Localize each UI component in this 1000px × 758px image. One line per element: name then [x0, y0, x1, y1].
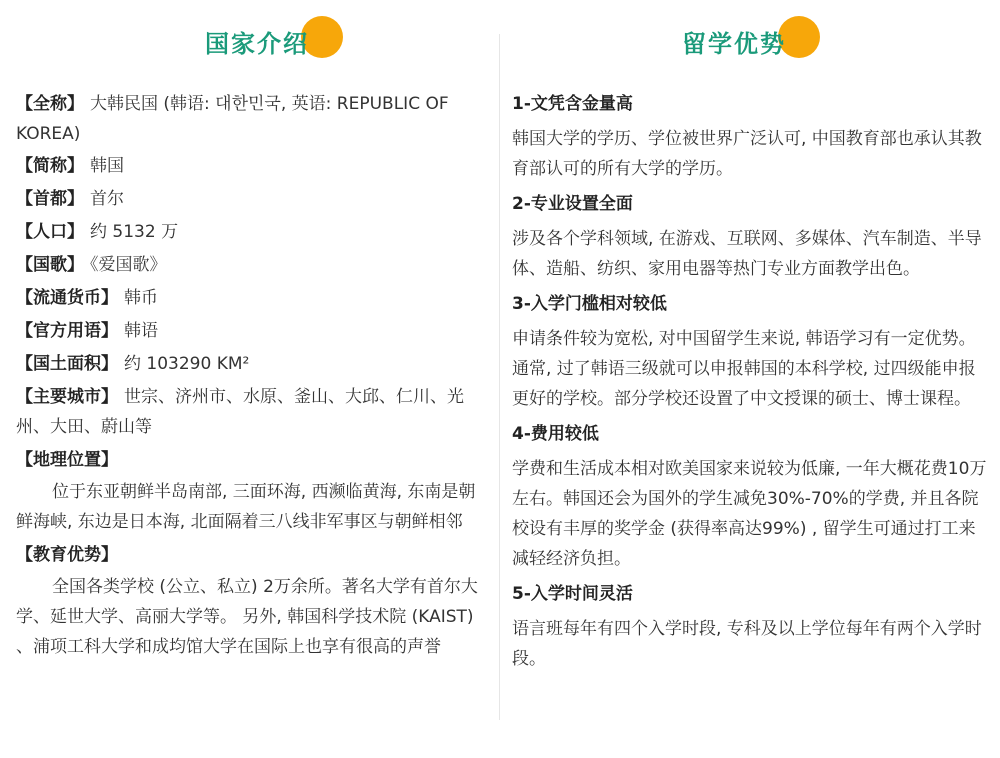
section-heading-study [682, 22, 786, 66]
advantage-title: 5-入学时间灵活 [512, 584, 633, 604]
study-advantages-column [512, 89, 990, 674]
advantage-text: 涉及各个学科领域, 在游戏、互联网、多媒体、汽车制造、半导体、造船、纺织、家用电器等热门专业方面教学出色。 [512, 229, 982, 279]
advantage-title: 4-费用较低 [512, 424, 599, 444]
field-anthem: 【国歌】 《爱国歌》 [16, 255, 167, 275]
advantage-text: 韩国大学的学历、学位被世界广泛认可, 中国教育部也承认其教育部认可的所有大学的学历。 [512, 129, 982, 179]
heading-study-advantages: 留学优势 [682, 30, 786, 58]
edu-paragraph: 全国各类学校 (公立、私立) 2万余所。著名大学有首尔大学、延世大学、高丽大学等。 另外, 韩国科学技术院 (KAIST) 、浦项工科大学和成均馆大学在国际上也享有很高的声誉 [16, 577, 478, 657]
advantage-title: 2-专业设置全面 [512, 194, 633, 214]
field-short-name: 【简称】 韩国 [16, 156, 124, 176]
advantage-text: 语言班每年有四个入学时段, 专科及以上学位每年有两个入学时段。 [512, 619, 982, 669]
advantage-title: 3-入学门槛相对较低 [512, 294, 667, 314]
field-major-cities: 【主要城市】 世宗、济州市、水原、釜山、大邱、仁川、光州、大田、蔚山等 [16, 387, 464, 437]
field-population: 【人口】 约 5132 万 [16, 222, 179, 242]
advantage-text: 学费和生活成本相对欧美国家来说较为低廉, 一年大概花费10万左右。韩国还会为国外的学生减免30%-70%的学费, 并且各院校设有丰厚的奖学金 (获得率高达99%) , 留学生可通过打工来减轻经济负担。 [512, 459, 987, 569]
edu-label: 【教育优势】 [16, 545, 118, 565]
field-currency: 【流通货币】 韩币 [16, 288, 158, 308]
advantage-title: 1-文凭含金量高 [512, 94, 633, 114]
field-area: 【国土面积】 约 103290 KM² [16, 354, 250, 374]
geo-paragraph: 位于东亚朝鲜半岛南部, 三面环海, 西濒临黄海, 东南是朝鲜海峡, 东边是日本海, 北面隔着三八线非军事区与朝鲜相邻 [16, 482, 476, 532]
advantage-text: 申请条件较为宽松, 对中国留学生来说, 韩语学习有一定优势。通常, 过了韩语三级就可以申报韩国的本科学校, 过四级能申报更好的学校。部分学校还设置了中文授课的硕士、博士课程。 [512, 329, 976, 409]
geo-label: 【地理位置】 [16, 450, 118, 470]
field-language: 【官方用语】 韩语 [16, 321, 158, 341]
section-heading-country [205, 22, 309, 66]
country-intro-column [16, 89, 492, 662]
column-divider [499, 34, 500, 720]
heading-country-intro: 国家介绍 [205, 30, 309, 58]
field-full-name: 【全称】 大韩民国 (韩语: 대한민국, 英语: REPUBLIC OF KOREA) [16, 94, 449, 144]
field-capital: 【首都】 首尔 [16, 189, 124, 209]
